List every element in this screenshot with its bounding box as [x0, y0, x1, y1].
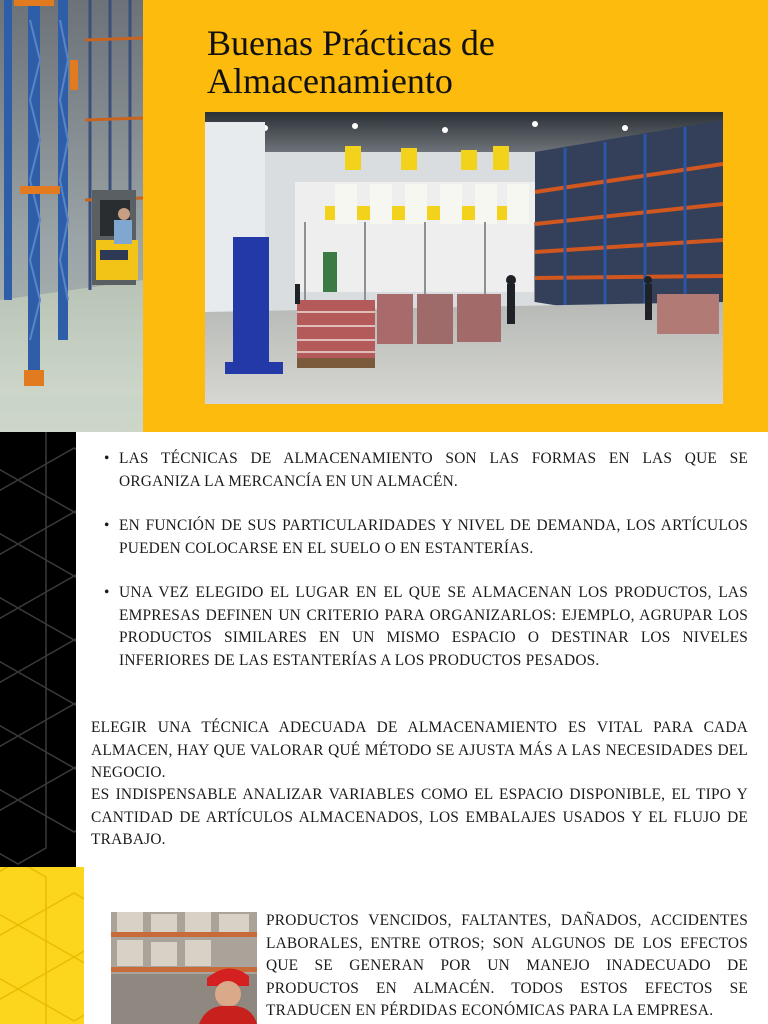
- bullet-text: EN FUNCIÓN DE SUS PARTICULARIDADES Y NIVEL DE DEMANDA, LOS ARTÍCULOS PUEDEN COLOCARSE EN EL SUELO O EN ESTANTERÍAS.: [119, 517, 748, 557]
- bullet-text: LAS TÉCNICAS DE ALMACENAMIENTO SON LAS FORMAS EN LAS QUE SE ORGANIZA LA MERCANCÍA EN UN ALMACÉN.: [119, 450, 748, 490]
- bullet-item: [104, 515, 748, 560]
- bullet-symbol: •: [104, 584, 110, 601]
- decorative-hexagon-strip-yellow: [0, 867, 84, 1024]
- effects-paragraph: PRODUCTOS VENCIDOS, FALTANTES, DAÑADOS, ACCIDENTES LABORALES, ENTRE OTROS; SON ALGUNOS DE LOS EFECTOS QUE SE GENERAN POR UN MANEJO INADECUADO DE PRODUCTOS EN ALMACÉN. TODOS ESTOS EFECTOS SE TRADUCEN EN PÉRDIDAS ECONÓMICAS PARA LA EMPRESA.: [266, 912, 748, 1019]
- bullet-symbol: •: [104, 517, 110, 534]
- bullet-text: UNA VEZ ELEGIDO EL LUGAR EN EL QUE SE ALMACENAN LOS PRODUCTOS, LAS EMPRESAS DEFINEN UN CRITERIO PARA ORGANIZARLOS: EJEMPLO, AGRUPAR LOS PRODUCTOS SIMILARES EN UN MISMO ESPACIO O DESTINAR LOS NIVELES INFERIORES DE LAS ESTANTERÍAS A LOS PRODUCTOS PESADOS.: [119, 584, 748, 669]
- warehouse-worker-photo: [111, 912, 257, 1024]
- warehouse-interior-photo: [205, 112, 723, 404]
- bullet-symbol: •: [104, 450, 110, 467]
- bullet-list: [104, 448, 748, 694]
- warehouse-rack-photo: [0, 0, 143, 432]
- bullet-item: [104, 582, 748, 672]
- decorative-hexagon-strip: [0, 432, 76, 867]
- paragraph-technique: ELEGIR UNA TÉCNICA ADECUADA DE ALMACENAMIENTO ES VITAL PARA CADA ALMACEN, HAY QUE VALORAR QUÉ MÉTODO SE AJUSTA MÁS A LAS NECESIDADES DEL NEGOCIO.: [91, 719, 748, 781]
- bullet-item: [104, 448, 748, 493]
- page-title: Buenas Prácticas de Almacenamiento: [207, 23, 495, 101]
- paragraph-variables: ES INDISPENSABLE ANALIZAR VARIABLES COMO EL ESPACIO DISPONIBLE, EL TIPO Y CANTIDAD DE ARTÍCULOS ALMACENADOS, LOS EMBALAJES USADOS Y EL FLUJO DE TRABAJO.: [91, 786, 748, 848]
